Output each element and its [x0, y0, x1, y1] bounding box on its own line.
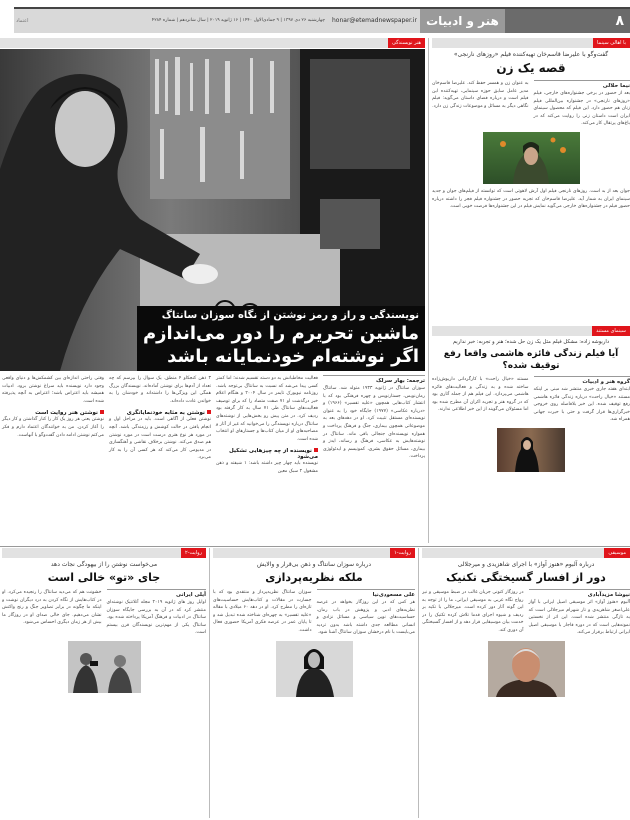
cinema-film-still — [483, 132, 580, 184]
documentary-byline: گروه هنر و ادبیات — [534, 376, 630, 385]
narrative1-headline: ملکه نظریه‌پردازی — [265, 571, 363, 584]
music-column-left — [422, 589, 524, 635]
section-label — [2, 548, 206, 558]
feature-text: وقتی راحتی اندازه‌ای بین کشمکش‌ها و دنیای واقعی وجود دارد نویسنده باید سراغ نوشتن برود. ادبیات همیشه باید اعتراض باشد؛ اعتراض به آنچه پذیرفته شده است. — [2, 376, 104, 404]
documentary-column-left — [432, 376, 529, 414]
section-label-text: سینمای مستند — [592, 326, 630, 336]
man-portrait-illustration — [488, 641, 565, 697]
newspaper-logo: اعتماد — [16, 18, 29, 24]
narrative2-kicker: می‌خواست نوشتن را از بیهودگی نجات دهد — [50, 561, 158, 568]
cinema-columns — [432, 80, 630, 128]
documentary-column-right — [534, 376, 630, 424]
feature-column-4 — [2, 375, 104, 439]
cinema-text: جوان بعد از بد است. روزهای نارنجی فیلم اول آرش لاهوتی است که توانسته از فیلم‌های جوان و جدید سینمای ایران به شمار آید. علیرضا قاسم‌خان که تجربه حضور در جشنواره فیلم فجر را داشته درباره حضور فیلم در جشنواره‌های خارجی می‌گوید نمایش فیلم در این جشنواره‌ها فرصت خوبی است. — [432, 188, 630, 210]
section-label — [422, 548, 630, 558]
feature-text: نوشتن فعلی از آگاهی است. باید در مراحل اول و انجام یافتن در حالت کوشش و رزمندگی باشد. آنچه در مورد هر نوع هنری درست است در مورد نوشتن هم صدق می‌کند. نوشتن برخلاف نقاشی و آهنگسازی در مدیومی کار می‌کند که هر کسی آن را به کار می‌برد. — [109, 417, 211, 461]
narrative1-column-right — [317, 589, 416, 637]
narrative2-text: خشونت هم که می‌دید سانتاگ را رنجیده می‌کرد. او در کتاب‌هایش از نگاه کردن به درد دیگران نوشت و اینکه ما چگونه در برابر تصاویر جنگ و رنج واکنش نشان می‌دهیم. جای خالی صدای او در روزگار ما بیش از هر زمان دیگری احساس می‌شود. — [2, 590, 102, 626]
feature-text: فعالیت مخاطبانش به دو دسته تقسیم شدند؛ اما کمتر کسی پیدا می‌شد که نسبت به سانتاگ بی‌توجه باشد. روزنامه نیویورک تایمز در سال ۲۰۰۴ و هنگام اعلام خبر درگذشت او ۷۱ صفت متضاد را که برای توصیف فعالیت‌های سانتاگ طی ۷۱ سال به کار گرفته بود ردیف کرد. در متن پیش رو بخش‌هایی از نوشته‌های سانتاگ درباره نویسندگی را می‌خوانید که غیر از آثار و مصاحبه‌های او از میان کتاب‌ها و جستارهای او انتخاب شده است. — [216, 376, 319, 442]
narrative1-kicker: درباره سوزان سانتاگ و ذهن بی‌قرار و والایش — [256, 561, 371, 568]
feature-subhead: نویسنده از چه چیزهایی تشکیل می‌شود — [216, 448, 318, 460]
narrative2-column-right — [107, 589, 207, 637]
feature-column-3 — [109, 375, 211, 462]
cinema-headline: قصه یک زن — [496, 61, 566, 75]
cinema-article — [432, 38, 630, 324]
narrative2-column-left — [2, 589, 102, 627]
music-kicker: درباره آلبوم «هنوز آواز» با اجرای شاهزیدی و میرجلالی — [457, 561, 595, 568]
cinema-text: بعد از حضور در برخی جشنواره‌های خارجی، فیلم «روزهای نارنجی» در جشنواره بین‌المللی فیلم زنان هم حضور دارد. این فیلم که محصول سینمای ایران است داستان زنی را روایت می‌کند که در باغ‌های پرتقال کار می‌کند. — [533, 91, 630, 127]
music-article — [422, 548, 630, 820]
translator-byline: ترجمه: بهار سرلک — [323, 375, 425, 384]
music-column-right — [529, 589, 630, 637]
music-columns — [422, 589, 630, 637]
feature-subhead: نوشتن به مثابه خودنمایانگری — [109, 410, 211, 416]
documentary-headline: آیا فیلم زندگی فائزه هاشمی واقعا رفع توقیف شده؟ — [443, 349, 619, 371]
feature-column-1 — [323, 375, 425, 461]
feature-column-2 — [216, 375, 318, 476]
feature-headline-line-2: اگر نوشته‌ام خودنمایانه باشد — [167, 346, 419, 367]
narrative1-text: سوزان سانتاگ نظریه‌پرداز و منتقدی بود که با جسارت در مقالات و کتاب‌هایش حساسیت‌های تازه‌ای را مطرح کرد. او در دهه ۶۰ میلادی با مقاله «علیه تفسیر» به چهره‌ای شناخته شده تبدیل شد و تا پایان عمر در عرصه فکری آمریکا حضوری فعال داشت. — [213, 590, 312, 633]
feature-kicker: نویسندگی و راز و رمز نوشتن از نگاه سوزان سانتاگ — [161, 310, 419, 321]
feature-subhead: نوشتن هنر روایت است — [2, 410, 104, 416]
cinema-column-left — [432, 80, 529, 110]
narrative2-headline: جای «تو» خالی است — [47, 571, 161, 584]
documentary-columns — [432, 376, 630, 424]
narrative1-text: هر کس که در این روزگار بخواهد در عرصه نظریه‌های ادبی و پژوهش در باب رمان، حساسیت‌های نوین سیاسی و مسائل نژادی و انسانی مطالعه جدی داشته باشد بدون تردید می‌بایست با نام درخشان سوزان سانتاگ آشنا شود. — [316, 600, 415, 636]
column-divider — [209, 548, 210, 818]
section-label-text: روایت-۱ — [390, 548, 415, 558]
documentary-text: مستند «خیال راحت» با کارگردانی داریوش‌زاده ساخته شده و به زندگی و فعالیت‌های فائزه هاشمی می‌پردازد. این فیلم هم از جمله آثاری بود که در گروه هنر و تجربه اکران آن مطرح شده بود اما مسئولان می‌گویند از این خبر اطلاعی ندارند. — [432, 377, 529, 413]
column-divider — [418, 548, 419, 818]
feature-headline-box — [137, 306, 425, 371]
music-photo-musician — [488, 641, 565, 697]
feature-text: نوشتن یعنی هر روز یک کار را کنار گذاشتن و کار دیگر را آغاز کردن. من به خوانندگان اعتماد دارم و فکر می‌کنم نوشتن ادامه دادن گفت‌وگو با آنهاست. — [2, 417, 104, 438]
documentary-photo-hashemi — [497, 428, 565, 472]
narrative2-columns — [2, 589, 206, 637]
narrative1-byline: علی مسعودی‌نیا — [317, 589, 416, 598]
narrative1-article — [213, 548, 415, 820]
feature-headline-line-1: ماشین تحریرم را دور می‌اندازم — [142, 323, 419, 344]
feature-columns — [2, 375, 425, 476]
date-line: چهارشنبه ۲۶ دی ۱۳۹۷ | ۹ جمادی‌الاول ۱۴۴۰ | ۱۶ ژانویه ۲۰۱۹ | سال شانزدهم | شماره ۴۲۸۴ — [151, 18, 325, 23]
narrative2-byline: آیلی ایرانی — [107, 589, 207, 598]
feature-text: نویسنده باید چهار چیز داشته باشد: ۱ شیفته و ذهن مشغول ۲ سبک معین — [216, 461, 318, 474]
music-text: آلبوم «هنوز آواز» اثر موسیقی اصیل ایرانی با آواز علی‌اصغر شاهزیدی و تار شهرام میرجلالی است که به تازگی منتشر شده است. این اثر از نخستین نمونه‌هایی است که در دوره قاجار با موسیقی اصیل ایرانی ارتباط برقرار می‌کند. — [528, 600, 630, 636]
section-label-text: موسیقی — [604, 548, 630, 558]
narrative1-columns — [213, 589, 415, 637]
music-text: در روزگار کنونی جریان غالب در ضبط موسیقی و نیز رواج نگاه غربی به موسیقی ایرانی، ما را از توجه به این گونه آثار دور کرده است. میرجلالی با تکیه بر ردیف و شیوه اجرای قدما تلاش کرده تکنیک را در خدمت بیان موسیقایی قرار دهد و از افسار گسیختگی آن دوری کند. — [422, 590, 524, 633]
section-label-text: با اهالی سینما — [593, 38, 630, 48]
feature-text: سوزان سانتاگ در ژانویه ۱۹۳۳ متولد شد. سانتاگ رمان‌نویس، جستارنویس و چهره فرهنگی بود که با انتشار کتاب‌هایی همچون «علیه تفسیر» (۱۹۶۶) و «درباره عکاسی» (۱۹۷۷) جایگاه خود را به عنوان نویسنده‌ای مستقل تثبیت کرد. او در دهه‌های بعد به موضوعاتی همچون بیماری، جنگ و فرهنگ پرداخت و همواره نویسنده‌ای جنجالی باقی ماند. سانتاگ در نوشته‌هایش به عکاسی، فرهنگ و رسانه، ایدز و بیماری، مسائل حقوق بشری، کمونیسم و ایدئولوژی پرداخت. — [323, 386, 425, 460]
narrative2-article — [2, 548, 206, 820]
actress-illustration — [483, 132, 580, 184]
row-divider — [0, 546, 630, 547]
narrative2-text: اوایل روز های ژانویه ۲۰۱۹ مجله آتلانتیک نوشته‌ای منتشر کرد که در آن به بررسی جایگاه سوزان سانتاگ در ادبیات و فرهنگ آمریکا پرداخته شده بود. سانتاگ یکی از مهم‌ترین نویسندگان قرن بیستم است. — [106, 600, 206, 636]
section-label — [0, 38, 425, 48]
section-label — [432, 326, 630, 336]
section-email[interactable]: honar@etemadnewspaper.ir — [332, 17, 417, 24]
documentary-kicker: داریوشه زاده: مشکل فیلم مثل یک زن حل شده؛ هنر و تجربه: خبر نداریم — [452, 339, 610, 345]
documentary-article — [432, 326, 630, 543]
cinema-kicker: گفت‌وگو با علیرضا قاسم‌خان تهیه‌کننده فیلم «روزهای نارنجی» — [453, 51, 609, 58]
cinema-byline: نیما حلالی — [534, 80, 630, 89]
music-headline: دور از افسار گسیختگی تکنیک — [446, 571, 606, 584]
feature-text: ۳ ذهن کنجکاو ۴ منطق. یک سوال را بپرسم که چه تعداد از آدم‌ها برای نوشتن آماده‌اند. نویسندگان بزرگ همگی این ویژگی‌ها را داشته‌اند و خودشان را به خواندن عادت داده‌اند. — [109, 376, 211, 404]
cinema-text: به عنوان زن و همسر حفظ کند. علیرضا قاسم‌خان مدیر عامل سابق حوزه سینمایی، تهیه‌کننده این فیلم است و درباره فضای داستان می‌گوید: فیلم نگاهی دیگر به مسائل و موضوعات زندگی زن دارد. — [432, 81, 529, 109]
documentary-text: ابتدای هفته جاری خبری منتشر شد مبنی بر اینکه مستند «خیال راحت» درباره زندگی فائزه هاشمی رفع توقیف شده. این خبر بلافاصله روی خروجی خبرگزاری‌ها قرار گرفت و حتی با حیرت جهانی همراه شد. — [533, 387, 630, 423]
column-divider — [428, 38, 429, 543]
narrative1-photo-sontag — [276, 641, 353, 697]
music-byline: نیوشا مزیدآبادی — [529, 589, 630, 598]
street-photographer-illustration — [68, 641, 141, 693]
section-title: هنر و ادبیات — [420, 9, 505, 33]
narrative1-column-left — [213, 589, 312, 635]
cinema-column-right — [534, 80, 630, 128]
section-label-text: روایت-۲ — [181, 548, 206, 558]
narrative2-photo — [68, 641, 141, 693]
section-label — [213, 548, 415, 558]
sontag-seated-illustration — [276, 641, 353, 697]
woman-painting-illustration — [497, 428, 565, 472]
section-label — [432, 38, 630, 48]
page-number: ۸ — [505, 9, 630, 33]
section-label-text: هنر نویسندگی — [388, 38, 425, 48]
